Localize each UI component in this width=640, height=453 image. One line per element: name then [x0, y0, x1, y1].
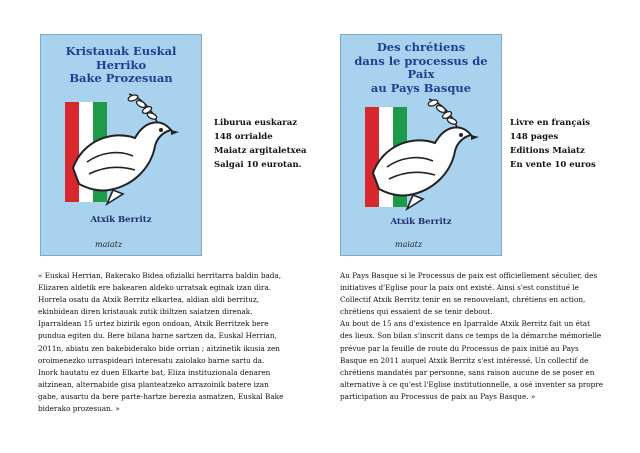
- detail-price: En vente 10 euros: [510, 160, 596, 170]
- cover-title-line: Kristauak Euskal Herriko: [65, 44, 177, 72]
- flag-red-stripe: [65, 102, 79, 202]
- flag-red-stripe: [365, 107, 379, 207]
- detail-publisher: Maiatz argitaletxea: [214, 146, 307, 156]
- cover-title-line: Bake Prozesuan: [69, 71, 173, 85]
- detail-pages: 148 orrialde: [214, 132, 273, 142]
- detail-language: Liburua euskaraz: [214, 118, 298, 128]
- book-cover-basque: [40, 34, 202, 256]
- detail-price: Salgai 10 eurotan.: [214, 160, 302, 170]
- book-details-french: [510, 116, 596, 172]
- cover-title: [41, 45, 201, 86]
- cover-title-line: Des chrétiens: [376, 40, 466, 54]
- dove-flag-illustration: [53, 90, 191, 210]
- description-french: Au Pays Basque si le Processus de paix est officiellement séculier, des initiatives d'Eglise pour la paix ont existé. Ainsi s'est constitué le Collectif Atxik Berritz tenir en se renouvelant, chrétiens en action, chrétiens qui essaient de se tenir debout. Au bout de 15 ans d'existence en Iparralde Atxik Berritz fait un état des lieux. Son bilan s'inscrit dans ce temps de la démarche mémorielle prévue par la feuille de route du Processus de paix initié au Pays Basque en 2011 auquel Atxik Berritz s'est intéressé. Un collectif de chrétiens mandatés par personne, sans raison aucune de se poser en alternative à ce qu'est l'Eglise institutionnelle, a osé inventer sa propre participation au Processus de paix au Pays Basque. »: [340, 271, 604, 401]
- cover-author: Atxik Berritz: [390, 217, 452, 227]
- cover-publisher-logo: maiatz: [395, 240, 423, 249]
- cover-author: Atxik Berritz: [90, 215, 152, 225]
- cover-publisher-logo: maiatz: [95, 240, 123, 249]
- cover-title-line: au Pays Basque: [370, 80, 472, 95]
- cover-title: [341, 41, 501, 95]
- description-basque: « Euskal Herrian, Bakerako Bidea ofizialki herritarra baldin bada, Elizaren aldetik ere bakearen aldeko urratsak eginak izan dira. Horrela osatu da Atxik Berritz elkartea, aldian aldi berrituz, ekinbidean diren kristauak zutik ibiltzen saiatzen direnak. Iparraldean 15 urtez bizirik egon ondoan, Atxik Berritzek bere pundua egiten du. Bere bilana barne sartzen da, Euskal Herrian, 2011n, abiatu zen bakebiderako bide orrian ; aitzinetik ikusia zen oroimenezko urraspideari interesatu zaiolako barne sartu da. Inork hautatu ez duen Elkarte bat, Eliza instituzionala denaren aitzinean, alternabide gisa planteatzeko arrazoinik batere izan gabe, ausartu da bere parte-hartze berezia asmatzen, Euskal Bake biderako prozesuan. »: [38, 271, 284, 414]
- cover-title-line: dans le processus de Paix: [354, 53, 488, 81]
- dove-flag-illustration: [353, 95, 491, 215]
- detail-publisher: Editions Maiatz: [510, 146, 585, 156]
- detail-language: Livre en français: [510, 118, 591, 128]
- book-cover-french: [340, 34, 502, 256]
- book-details-basque: [214, 116, 307, 172]
- detail-pages: 148 pages: [510, 132, 559, 142]
